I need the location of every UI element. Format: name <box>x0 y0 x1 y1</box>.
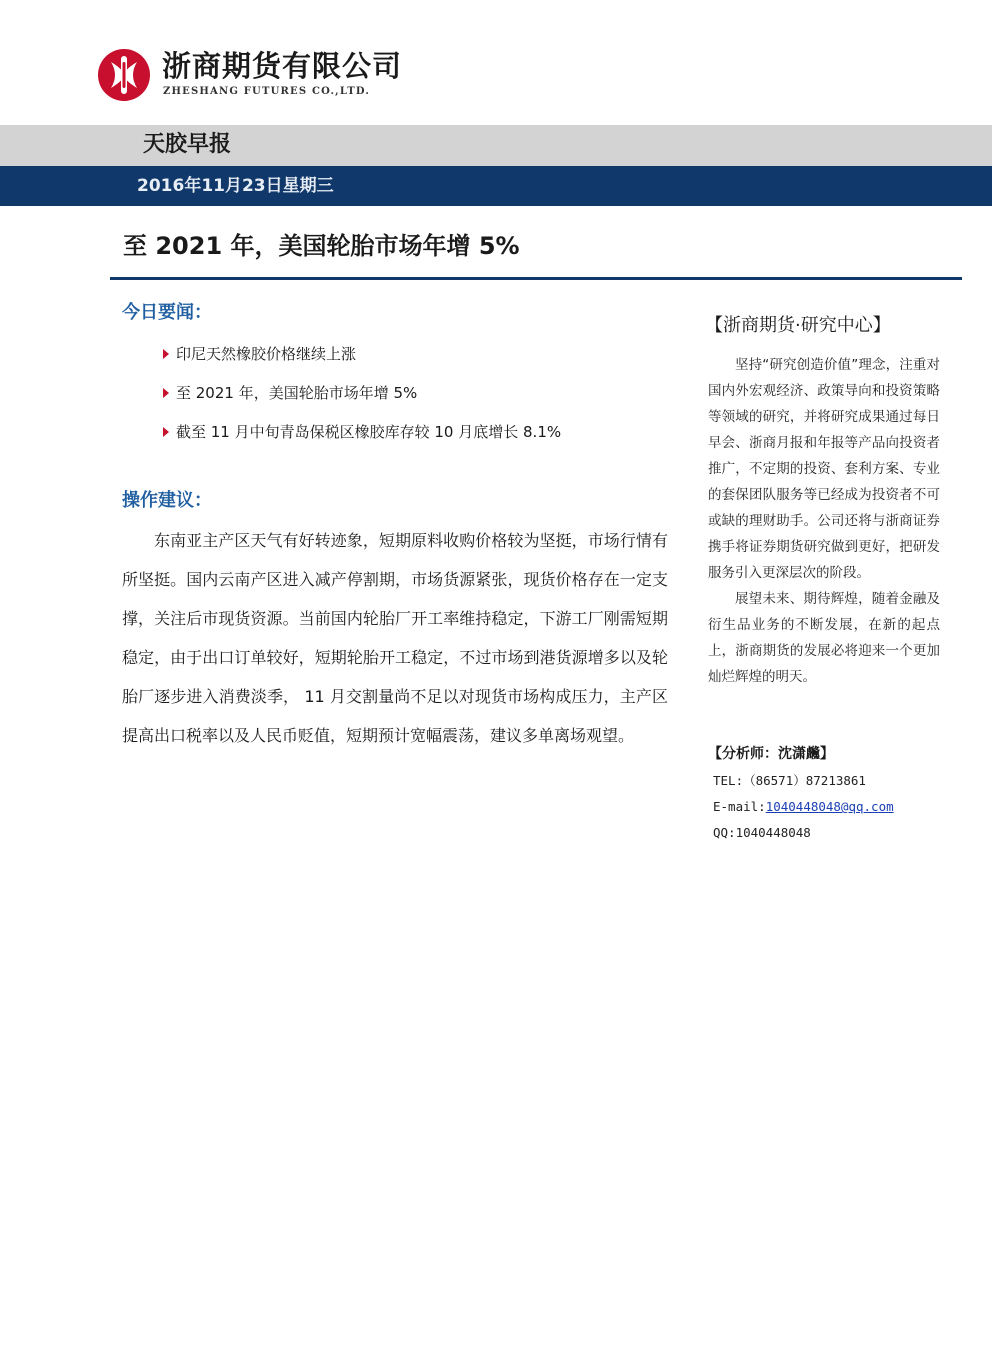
headline: 至 2021 年，美国轮胎市场年增 5% <box>123 232 520 260</box>
advice-title: 操作建议： <box>122 490 212 511</box>
triangle-bullet-icon <box>163 349 169 359</box>
news-item <box>163 334 561 373</box>
report-date: 2016年11月23日星期三 <box>137 176 334 196</box>
sidebar-outlook: 展望未来、期待辉煌，随着金融及衍生品业务的不断发展，在新的起点上，浙商期货的发展必将迎来一个更加灿烂辉煌的明天。 <box>708 591 940 685</box>
contact-tel <box>713 771 866 791</box>
email-label: E-mail: <box>713 799 766 814</box>
contact-qq <box>713 823 811 843</box>
news-list <box>163 334 561 451</box>
report-type: 天胶早报 <box>143 132 232 157</box>
tel-value: （86571）87213861 <box>743 773 866 788</box>
tel-label: TEL: <box>713 773 744 788</box>
today-news-title: 今日要闻： <box>122 302 212 323</box>
news-item <box>163 373 561 412</box>
company-name-en: ZHESHANG FUTURES CO.,LTD. <box>163 86 371 97</box>
email-link[interactable]: 1040448048@qq.com <box>765 799 894 814</box>
company-logo-icon <box>97 48 151 102</box>
news-item-text: 至 2021 年，美国轮胎市场年增 5% <box>176 384 418 402</box>
advice-body: 东南亚主产区天气有好转迹象，短期原料收购价格较为坚挺，市场行情有所坚挺。国内云南产区进入减产停割期，市场货源紧张，现货价格存在一定支撑，关注后市现货资源。当前国内轮胎厂开工率维持稳定，下游工厂刚需短期稳定，由于出口订单较好，短期轮胎开工稳定，不过市场到港货源增多以及轮胎厂逐步进入消费淡季， 11 月交割量尚不足以对现货市场构成压力，主产区提高出口税率以及人民币贬值，短期预计宽幅震荡，建议多单离场观望。 <box>122 531 668 745</box>
news-item-text: 印尼天然橡胶价格继续上涨 <box>176 345 357 363</box>
sidebar-title: 【浙商期货·研究中心】 <box>705 315 891 336</box>
headline-divider <box>110 277 962 280</box>
news-item <box>163 412 561 451</box>
sidebar-intro: 坚持“研究创造价值”理念，注重对国内外宏观经济、政策导向和投资策略等领域的研究，并将研究成果通过每日早会、浙商月报和年报等产品向投资者推广，不定期的投资、套利方案、专业的套保团队服务等已经成为投资者不可或缺的理财助手。公司还将与浙商证券携手将证券期货研究做到更好，把研发服务引入更深层次的阶段。 <box>708 357 940 581</box>
research-center-sidebar <box>705 308 940 690</box>
analyst-name: 【分析师：沈潇虪】 <box>708 746 834 762</box>
qq-label: QQ: <box>713 825 736 840</box>
qq-value: 1040448048 <box>735 825 811 840</box>
contact-email <box>713 797 894 817</box>
news-item-text: 截至 11 月中旬青岛保税区橡胶库存较 10 月底增长 8.1% <box>176 423 562 441</box>
company-name-cn: 浙商期货有限公司 <box>162 49 403 83</box>
triangle-bullet-icon <box>163 388 169 398</box>
triangle-bullet-icon <box>163 427 169 437</box>
